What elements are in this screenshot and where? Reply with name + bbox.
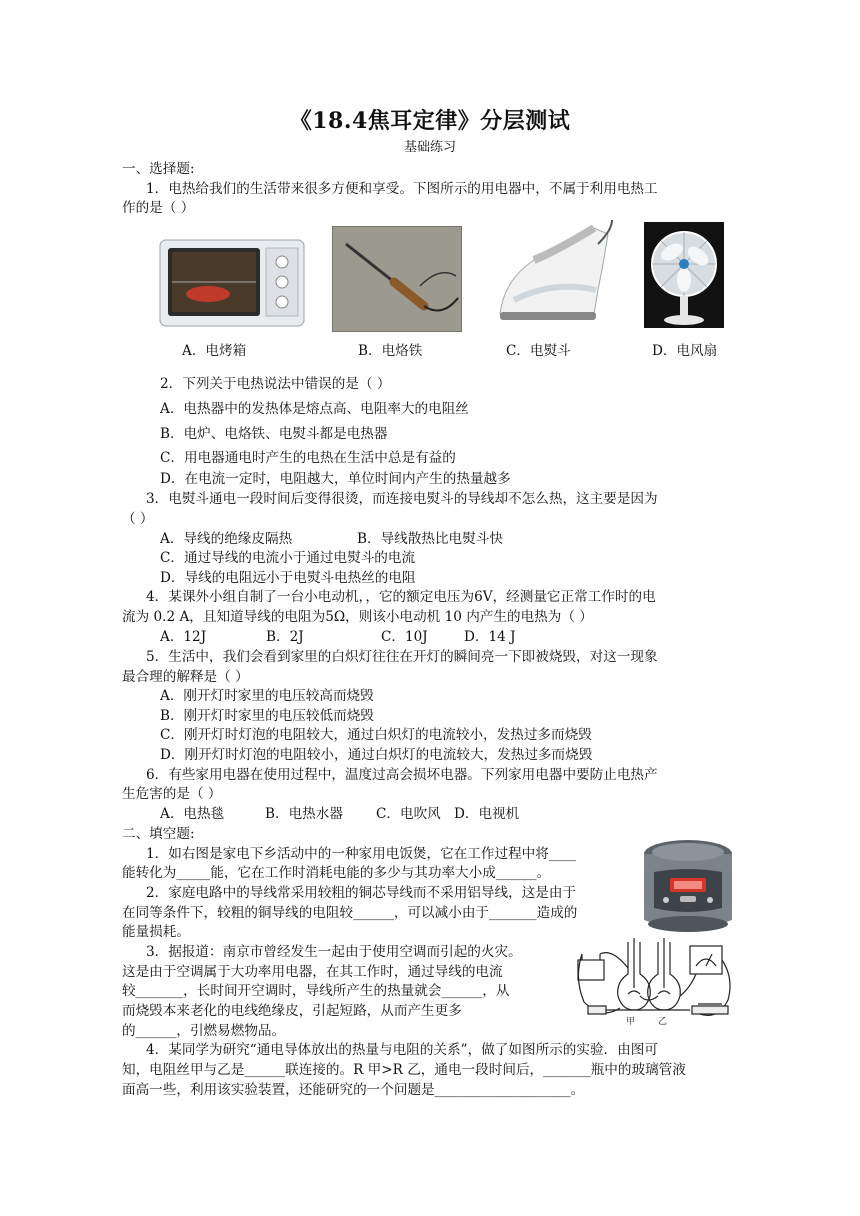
f3-line5: 的______，引燃易燃物品。	[122, 1023, 286, 1039]
q5-line2: 最合理的解释是（ ）	[122, 669, 249, 685]
q6-line2: 生危害的是（ ）	[122, 786, 222, 802]
electric-oven-image	[158, 236, 306, 330]
q6-line1: 6．有些家用电器在使用过程中，温度过高会损坏电器。下列家用电器中要防止电热产	[146, 767, 658, 783]
f3-line2: 这是由于空调属于大功率用电器，在其工作时，通过导线的电流	[122, 964, 503, 980]
q3-option-c: C．通过导线的电流小于通过电熨斗的电流	[160, 550, 416, 566]
q5-option-d: D．刚开灯时灯泡的电阻较小，通过白炽灯的电流较大，发热过多而烧毁	[160, 747, 593, 763]
q1-caption-c: C．电熨斗	[506, 343, 571, 359]
q3-option-b: B．导线散热比电熨斗快	[357, 531, 503, 547]
q1-caption-a: A．电烤箱	[182, 343, 247, 359]
q6-option-b: B．电热水器	[265, 806, 343, 822]
q2-option-b: B．电炉、电烙铁、电熨斗都是电热器	[160, 426, 388, 442]
q4-option-d: D．14 J	[464, 629, 516, 645]
f1-line2: 能转化为_____能，它在工作时消耗电能的多少与其功率大小成______。	[122, 865, 551, 881]
q4-option-c: C．10J	[381, 629, 428, 645]
q5-line1: 5．生活中，我们会看到家里的白炽灯往往在开灯的瞬间亮一下即被烧毁，对这一现象	[146, 649, 658, 665]
f3-line3: 较_______，长时间开空调时，导线所产生的热量就会______，从	[122, 983, 510, 999]
flask-label-yi: 乙	[658, 1017, 668, 1027]
q3-option-d: D．导线的电阻远小于电熨斗电热丝的电阻	[160, 570, 416, 586]
q6-option-a: A．电热毯	[160, 806, 225, 822]
page-subtitle: 基础练习	[403, 140, 456, 155]
q1-caption-b: B．电烙铁	[358, 343, 423, 359]
q6-option-c: C．电吹风	[376, 806, 441, 822]
f3-line4: 而烧毁本来老化的电线绝缘皮，引起短路，从而产生更多	[122, 1003, 462, 1019]
rice-cooker-image	[640, 836, 736, 936]
q4-line1: 4．某课外小组自制了一台小电动机，，它的额定电压为6V，经测量它正常工作时的电	[146, 589, 656, 605]
q2-option-a: A．电热器中的发热体是熔点高、电阻率大的电阻丝	[160, 401, 469, 417]
f4-line2: 知，电阻丝甲与乙是______联连接的。R 甲>R 乙，通电一段时间后，_______瓶中的玻璃管液	[122, 1062, 686, 1078]
f1-line1: 1．如右图是家电下乡活动中的一种家用电饭煲，它在工作过程中将____	[146, 846, 577, 862]
q3-option-a: A．导线的绝缘皮隔热	[160, 531, 293, 547]
q3-line1: 3．电熨斗通电一段时间后变得很烫，而连接电熨斗的导线却不怎么热，这主要是因为	[146, 491, 658, 507]
section-heading-choice: 一、选择题:	[122, 161, 195, 177]
circuit-diagram	[572, 938, 740, 1030]
q3-line2: （ ）	[122, 511, 154, 527]
q6-option-d: D．电视机	[454, 806, 520, 822]
electric-iron-image	[494, 220, 614, 330]
q2-option-d: D．在电流一定时，电阻越大，单位时间内产生的热量越多	[160, 471, 511, 487]
q1-line1: 1．电热给我们的生活带来很多方便和享受。下图所示的用电器中，不属于利用电热工	[146, 181, 658, 197]
soldering-iron-image	[332, 226, 462, 332]
electric-fan-image	[644, 222, 724, 328]
q2-stem: 2．下列关于电热说法中错误的是（ ）	[160, 376, 391, 392]
q4-option-a: A．12J	[160, 629, 207, 645]
q2-option-c: C．用电器通电时产生的电热在生活中总是有益的	[160, 450, 456, 466]
f4-line3: 面高一些，利用该实验装置，还能研究的一个问题是____________________。	[122, 1082, 585, 1098]
q5-option-a: A．刚开灯时家里的电压较高而烧毁	[160, 688, 374, 704]
q4-line2: 流为 0.2 A，且知道导线的电阻为5Ω，则该小电动机 10 内产生的电热为（ ）	[122, 609, 593, 625]
section-heading-fill: 二、填空题:	[122, 826, 195, 842]
flask-label-jia: 甲	[626, 1017, 636, 1027]
q5-option-b: B．刚开灯时家里的电压较低而烧毁	[160, 708, 374, 724]
f2-line2: 在同等条件下，较粗的铜导线的电阻较______，可以减小由于_______造成的	[122, 905, 578, 921]
q4-option-b: B．2J	[266, 629, 304, 645]
f3-line1: 3．据报道：南京市曾经发生一起由于使用空调而引起的火灾。	[146, 944, 522, 960]
f4-line1: 4．某同学为研究“通电导体放出的热量与电阻的关系”，做了如图所示的实验．由图可	[146, 1042, 658, 1058]
page-title: 《18.4焦耳定律》分层测试	[289, 108, 571, 134]
f2-line1: 2．家庭电路中的导线常采用较粗的铜芯导线而不采用铝导线，这是由于	[146, 885, 577, 901]
f2-line3: 能量损耗。	[122, 924, 190, 940]
q1-caption-d: D．电风扇	[652, 343, 718, 359]
q1-line2: 作的是（ ）	[122, 200, 195, 216]
q5-option-c: C．刚开灯时灯泡的电阻较大，通过白炽灯的电流较小，发热过多而烧毁	[160, 727, 592, 743]
